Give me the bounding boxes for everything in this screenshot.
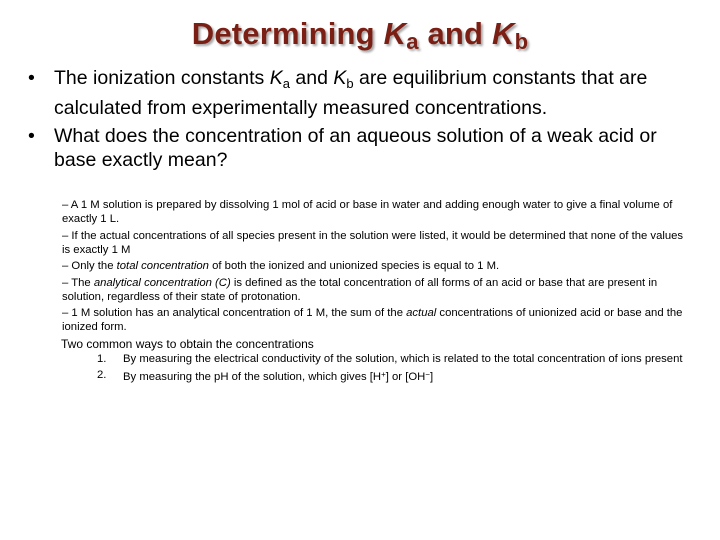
detail-1m-solution: – A 1 M solution is prepared by dissolving 1 mol of acid or base in water and adding enough water to give a final volume of exactly 1 L. xyxy=(62,199,673,225)
way2-sup-minus: − xyxy=(425,369,430,379)
d3-emphasis: total concentration xyxy=(116,260,209,272)
bullet-dot-icon: • xyxy=(28,67,35,89)
d5-emphasis: actual xyxy=(406,307,437,319)
detail-sum-of-actual xyxy=(62,306,692,334)
title-ka-symbol: K xyxy=(383,16,407,51)
way2-text-b: ] or [OH xyxy=(385,370,426,383)
ways-heading: Two common ways to obtain the concentrations xyxy=(61,336,314,351)
bullet1-text-part3: are equilibrium constants that are calculated from experimentally measured concentrations. xyxy=(54,67,648,119)
way2-sup-plus: + xyxy=(381,369,386,379)
bullet2-text: What does the concentration of an aqueous solution of a weak acid or base exactly mean? xyxy=(54,125,657,171)
bullet1-ka-symbol: K xyxy=(269,67,283,89)
detail-actual-concentrations: – If the actual concentrations of all species present in the solution were listed, it would be determined that none of the values is exactly 1 M xyxy=(62,229,684,256)
d5-text-b: concentrations of unionized acid or base and the ionized form. xyxy=(62,307,683,333)
title-ka-subscript: a xyxy=(406,29,419,54)
d5-text-a: – 1 M solution has an analytical concentration of 1 M, the sum of the xyxy=(62,307,407,319)
d4-text-a: – The xyxy=(62,276,94,289)
bullet-concentration-question xyxy=(28,124,698,172)
d3-text-a: – Only the xyxy=(62,260,117,272)
d3-text-b: of both the ionized and unionized species is equal to 1 M. xyxy=(208,260,500,272)
way-text: By measuring the electrical conductivity of the solution, which is related to the total concentration of ions present xyxy=(123,352,683,365)
title-kb-symbol: K xyxy=(492,16,515,51)
bullet1-text-part1: The ionization constants xyxy=(54,67,270,89)
title-kb-subscript: b xyxy=(514,29,529,54)
bullet1-ka-subscript: a xyxy=(282,76,290,91)
bullet1-kb-symbol: K xyxy=(333,67,347,89)
detail-total-concentration xyxy=(62,259,692,273)
detail-analytical-concentration xyxy=(62,276,692,304)
way2-text-c: ] xyxy=(429,370,434,383)
bullet-dot-icon: • xyxy=(28,125,35,147)
way-conductivity xyxy=(62,352,692,366)
list-number: 1. xyxy=(97,352,107,365)
bullet-list xyxy=(28,66,698,176)
title-text: Determining xyxy=(191,16,384,51)
title-and: and xyxy=(418,16,492,51)
bullet1-text-part2: and xyxy=(289,67,334,89)
way2-text-a: By measuring the pH of the solution, which gives [H xyxy=(123,370,382,383)
list-number: 2. xyxy=(97,368,107,381)
bullet1-kb-subscript: b xyxy=(346,76,354,91)
way-ph xyxy=(62,368,692,384)
slide-title xyxy=(0,16,720,55)
detail-block xyxy=(62,198,692,386)
ways-list xyxy=(62,352,692,384)
bullet-ionization-constants xyxy=(28,66,698,120)
d4-text-b: is defined as the total concentration of all forms of an acid or base that are present in solution, regardless of their state of protonation. xyxy=(62,276,658,303)
d4-emphasis: analytical concentration (C) xyxy=(93,276,231,289)
